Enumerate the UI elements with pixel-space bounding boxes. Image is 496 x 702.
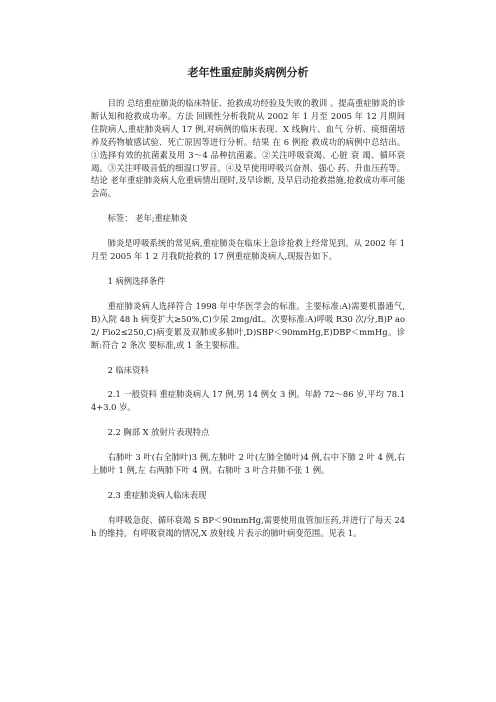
abstract-paragraph: 目的 总结重症肺炎的临床特征、抢救成功经验及失败的教训 。提高重症肺炎的诊断认知和抢救成功率。方法 回顾性分析我院从 2002 年 1 月至 2005 年 12 月期间住院病人,重症肺炎病人 17 例,对病例的临床表现、X 线胸片、血气 分析、痰细菌培养及药物敏感试验、死亡原因等进行分析。结果 在 6 例抢 救成功的病例中总结出。①选择有效的抗菌素及用 3～4 品种抗菌素。②关注呼吸衰竭、心脏 衰 竭、循环衰竭。③关注呼吸音低的细湿口罗音。④及早使用呼吸兴奋剂、强心 药、升血压药等。结论 老年重症肺炎病人危重病情出现时,及早诊断, 及早启动抢救措施,抢救成功率可能会高。 <box>91 98 405 199</box>
section-2-1-paragraph: 2.1 一般资料 重症肺炎病人 17 例,男 14 例女 3 例。年龄 72～86 岁,平均 78.14+3.0 岁。 <box>91 389 405 413</box>
section-2-2-heading: 2.2 胸部 X 放射片表现特点 <box>107 427 210 438</box>
document-body <box>91 97 405 540</box>
section-2-3-paragraph: 有呼吸急促、循环衰竭 S BP＜90mmHg,需要使用血管加压药,并进行了每天 24h 的维持。有呼吸衰竭的情况,X 放射线 片表示的肺叶病变范围。见表 1。 <box>91 514 405 538</box>
keywords-line: 标签： 老年;重症肺炎 <box>107 213 188 224</box>
intro-paragraph: 肺炎是呼吸系统的常见病,重症肺炎在临床上急诊抢救上经常见到。从 2002 年 1 月至 2005 年 1 2 月我院抢救的 17 例重症肺炎病人,现报告如下。 <box>91 238 405 262</box>
section-2-2-paragraph: 右肺叶 3 叶(右全肺叶)3 例,左肺叶 2 叶(左肺全肺叶)4 例,右中下肺 2 叶 4 例,右上肺叶 1 例,左 右两肺下叶 4 例。右肺叶 3 叶合并肺不张 1 例。 <box>91 452 405 476</box>
section-1-paragraph: 重症肺炎病人选择符合 1998 年中华医学会的标准。主要标准:A)需要机器通气,B)入院 48 h 病变扩大≥50%,C)少尿 2mg/dL。次要标准:A)呼吸 R30 次/分,B)P ao2/ Fio2≤250,C)病变累及双肺或多肺叶,D)SBP＜90mmHg,E)DBP＜mmHg。诊断:符合 2 条次 要标准,或 1 条主要标准。 <box>91 300 405 350</box>
document-title: 老年性重症肺炎病例分析 <box>187 66 309 79</box>
section-2-3-heading: 2.3 重症肺炎病人临床表现 <box>107 489 207 500</box>
section-1-heading: 1 病例选择条件 <box>107 275 166 286</box>
section-2-heading: 2 临床资料 <box>107 364 149 375</box>
